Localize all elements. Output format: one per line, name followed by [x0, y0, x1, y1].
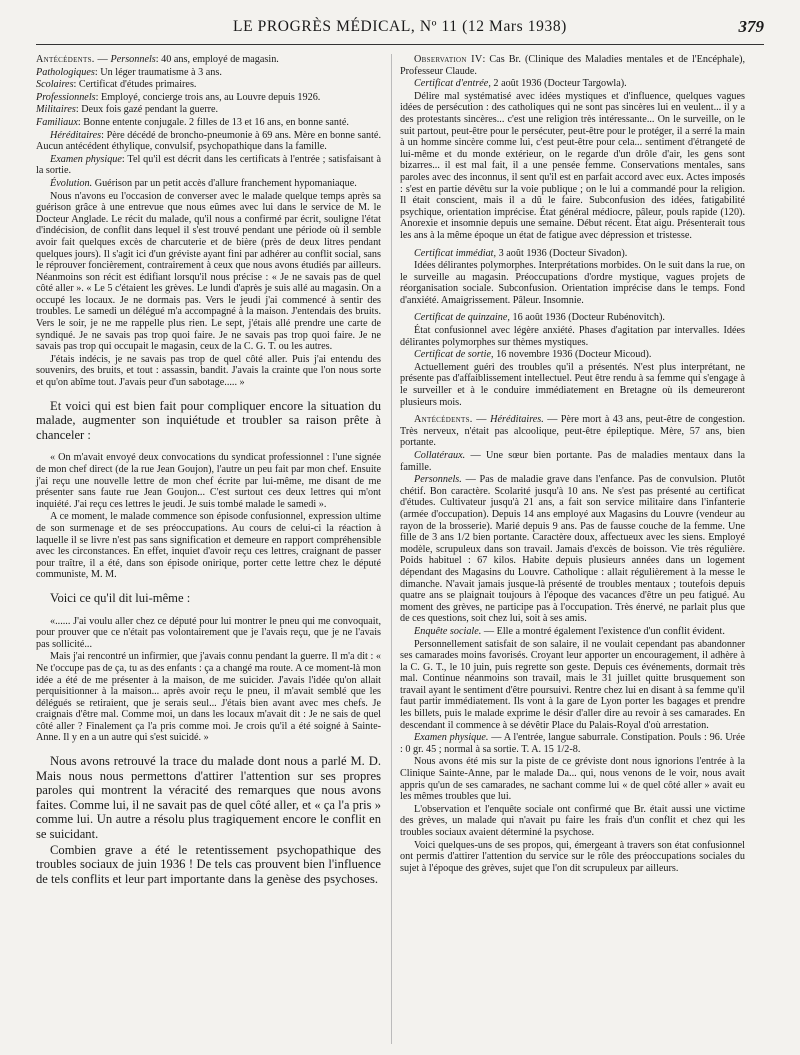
paragraph: L'observation et l'enquête sociale ont confirmé que Br. était aussi une victime des grèves, un malade qui n'avait pu faire les frais d'un conflit et chez qui les troubles sociaux avaient déterminé la psychose.	[400, 803, 745, 838]
antecedents-militaires	[36, 104, 381, 116]
paragraph: État confusionnel avec légère anxiété. Phases d'agitation par intervalles. Idées délirantes polymorphes sur thèmes mystiques.	[400, 325, 745, 348]
antecedents-hereditaires	[36, 130, 381, 153]
item-text: — A l'entrée, langue saburrale. Constipation. Pouls : 96. Urée : 0 gr. 45 ; normal à sa sortie. T. A. 15 1/2-8.	[400, 732, 745, 755]
running-title: LE PROGRÈS MÉDICAL, Nº 11 (12 Mars 1938)	[233, 18, 567, 35]
item-label: Héréditaires.	[490, 414, 544, 426]
antecedents-pathologiques	[36, 67, 381, 79]
paragraph: Voici ce qu'il dit lui-même :	[50, 590, 191, 605]
antecedents-professionnels	[36, 92, 381, 104]
item-text: : Employé, concierge trois ans, au Louvre depuis 1926.	[95, 91, 321, 103]
page-number: 379	[738, 17, 764, 36]
item-text: — Une sœur bien portante. Pas de maladies mentaux dans la famille.	[400, 450, 745, 473]
item-text: 16 août 1936 (Docteur Rubénovitch).	[512, 312, 665, 324]
item-label: Héréditaires	[50, 129, 102, 141]
quotation: « On m'avait envoyé deux convocations du syndicat professionnel : l'une signée de mon chef direct (de la rue Jean Goujon), l'autre un peu fait par mon chef. Ensuite j'ai reçu une nouvelle lettre de mon chef écrite par lui-même, me disant de me présenter sans faute rue Jean Goujon... C'est surtout ces deux lettres qui m'ont inquiété. J'ai reçu ces lettres le jeudi. Je suis tombé malade le samedi ».	[36, 452, 381, 510]
item-label: Scolaires	[36, 79, 74, 91]
paragraph: A ce moment, le malade commence son épisode confusionnel, expression ultime de son surmenage et de ses préoccupations. Au cours de celui-ci la réaction à laquelle il se livre n'est pas sans signification et demeure en rapport compréhensible avec les circonstances. En effet, inquiet d'avoir reçu ces lettres, craignant de passer pour traître, il a été, dans son épisode onirique, porter cette lettre chez le député communiste, M. M.	[36, 511, 381, 581]
section-label: Antécédents. —	[36, 54, 108, 65]
section-label: Observation IV	[414, 54, 483, 65]
item-label: Personnels	[110, 54, 156, 65]
paragraph: Nous n'avons eu l'occasion de converser avec le malade quelque temps après sa guérison grâce à une entrevue que nous eûmes avec lui dans le service de M. le Docteur Anglade. Le récit du malade, qu'il nous a confirmé par écrit, souligne l'état d'indécision, de conflit dans lequel il s'est trouvé pendant une période où il semble avoir fait quelques excès de charcuterie et de bière (près de deux litres pendant quelques jours). Il s'agit ici d'un gréviste ayant fini par adhérer au conflit social, sans le réprouver foncièrement, contrairement à ceux que nous avons étudiés par ailleurs. Néanmoins son récit est édifiant lorsqu'il nous précise : « Je ne savais pas de quel côté aller ». « Le 5 c'étaient les grèves. Le lundi d'après je suis allé au magasin. On a occupé les locaux. Je ne dormais pas. Vers le jeudi j'ai commencé à sentir des troubles. Le samedi un délégué m'a accompagné à la maison. J'entendais des bruits. Vers le soir, je ne me rappelle plus rien. Le sept, j'étais allé prendre une carte de syndiqué. Je ne savais pas trop quoi faire. Je ne savais pas trop quoi faire. Je ne savais pas trop qui occupait le magasin, ceux de la C. G. T. ou les autres.	[36, 190, 381, 353]
item-label: Examen physique.	[414, 732, 489, 744]
item-text: — Père mort à 43 ans, peut-être de congestion. Très nerveux, n'était pas alcoolique, peut-être épileptique. Mère, 57 ans, bien portante.	[400, 414, 746, 449]
item-text: : Un léger traumatisme à 3 ans.	[94, 66, 222, 78]
antecedents-collateraux	[400, 450, 745, 473]
certificat-immediat	[400, 248, 745, 260]
item-text: : 40 ans, employé de magasin.	[155, 54, 279, 65]
item-text: : Tel qu'il est décrit dans les certificats à l'entrée ; satisfaisant à la sortie.	[36, 153, 381, 177]
paragraph: Combien grave a été le retentissement psychopathique des troubles sociaux de juin 1936 ! De tels cas prouvent bien l'influence de tels conflits et leur part importante dans la genèse des psychoses.	[36, 842, 381, 886]
section-label: Antécédents. —	[414, 414, 487, 426]
examen-physique	[36, 154, 381, 177]
item-label: Personnels.	[414, 474, 462, 486]
evolution	[36, 178, 381, 190]
item-text: — Elle a montré également l'existence d'un conflit évident.	[483, 625, 725, 637]
item-label: Enquête sociale.	[414, 625, 482, 637]
paragraph: Et voici qui est bien fait pour compliquer encore la situation du malade, augmenter son inquiétude et troubler sa raison prête à chanceler :	[36, 398, 381, 442]
item-text: : Deux fois gazé pendant la guerre.	[75, 104, 219, 116]
paragraph: Nous avons retrouvé la trace du malade dont nous a parlé M. D. Mais nous nous permettons d'attirer l'attention sur ses propres paroles qui montrent la véracité des remarques que nous avons faites. Comme lui, il ne savait pas de quel côté aller, et « ça l'a pris » comme lui. Un autre a résolu plus tragiquement encore le conflit en se suicidant.	[36, 754, 381, 842]
item-label: Professionnels	[36, 91, 96, 103]
item-label: Pathologiques	[36, 66, 95, 78]
antecedents-familiaux	[36, 117, 381, 129]
item-label: Certificat de sortie,	[414, 349, 494, 361]
enquete-sociale	[400, 626, 745, 638]
paragraph: Idées délirantes polymorphes. Interprétations morbides. On le suit dans la rue, on le surveille au magasin. Préoccupations d'ordre mystique, vagues projets de réorganisation sociale. Subconfusion. Orientation imprécise dans le temps. Fond d'anxiété. Amaigrissement. Pâleur. Insomnie.	[400, 260, 746, 306]
item-text: — Pas de maladie grave dans l'enfance. Pas de convulsion. Plutôt chétif. Bon caractère. Scolarité jusqu'à 10 ans. Ne s'est pas présenté au certificat d'études. Cultivateur jusqu'à 21 ans, a fait son service militaire dans l'infanterie (armée d'occupation). Depuis 14 ans employé aux Magasins du Louvre (vendeur au rayon de la brosserie). Marié depuis 9 ans. Pas de fausse couche de la femme. Une fille de 3 ans 1/2 bien portante. Caractère doux, affectueux avec les siens. Employé modèle, scrupuleux dans son travail. Jamais d'excès de boisson. Vie très régulière. Poids habituel : 67 kilos. Habite depuis plusieurs années dans un logement dépendant des Magasins du Louvre. Catholique : allait régulièrement à la messe le dimanche. N'avait jamais jusque-là présenté de troubles mentaux ; toutefois depuis quatre ans se plaignait toujours à l'époque des vacances d'être un peu fatigué. Au moment des grèves, ne participe pas à l'occupation. Très énervé, ne parlait plus que de ces questions, soit chez lui, soit à ses amis.	[400, 474, 745, 625]
item-label: Certificat de quinzaine,	[414, 312, 510, 324]
item-text: : Père décédé de broncho-pneumonie à 69 ans. Mère en bonne santé. Aucun antécédent éthylique, convulsif, psychopathique dans la famille.	[36, 129, 381, 153]
paragraph: Actuellement guéri des troubles qu'il a présentés. N'est plus interprétant, ne présente pas d'affaiblissement intellectuel. Peut être rendu à sa femme qui s'engage à le surveiller et à le conduire immédiatement en Bretagne où ils demeureront plusieurs mois.	[400, 361, 745, 408]
certificat-sortie	[400, 349, 745, 361]
paragraph: J'étais indécis, je ne savais pas trop de quel côté aller. Puis j'ai entendu des souvenirs, des bruits, et tout : assassin, bandit. J'avais la crainte que l'on nous sorte et qu'on abîme tout. J'avais peur d'un sabotage..... »	[36, 353, 381, 389]
left-column	[36, 54, 381, 887]
item-text: 2 août 1936 (Docteur Targowla).	[493, 78, 627, 90]
item-label: Examen physique	[50, 153, 122, 165]
column-divider	[391, 54, 392, 1044]
item-text: : Bonne entente conjugale. 2 filles de 13 et 16 ans, en bonne santé.	[77, 116, 349, 128]
quotation: Mais j'ai rencontré un infirmier, que j'avais connu pendant la guerre. Il m'a dit : « Ne t'occupe pas de ça, tu as des enfants : ça a changé ma route. A ce moment-là mon idée a été de me présenter à la maison, de me suicider. J'avais l'idée qu'on allait perquisitionner à la maison... après avoir reçu le pneu, il m'avait semblé que les délégués se retiraient, que je serais seul... J'étais bien avant avec mes chefs. Je craignais d'être mal. Comme moi, un dans les locaux m'avait dit : Je ne sais de quel côté aller ? Finalement ça l'a pris comme moi. Je crois qu'il a été soigné à Sainte-Anne. Il y en a un autre qui s'est suicidé. »	[36, 651, 381, 744]
right-column	[400, 54, 745, 875]
paragraph: Nous avons été mis sur la piste de ce gréviste dont nous ignorions l'entrée à la Clinique Sainte-Anne, par le malade Da... qui, nous venons de le voir, nous avait appris qu'un de ses camarades, ne sachant comme lui « de quel côté aller » avait eu les mêmes troubles que lui.	[400, 756, 745, 803]
page-header	[36, 18, 764, 40]
certificat-quinzaine	[400, 312, 745, 324]
paragraph: Délire mal systématisé avec idées mystiques et d'influence, quelques vagues idées de persécution : des catholiques qui ne sont pas sincères lui en veulent... il y a des protestants sincères... c'est une religion très intéressante... On le surveille, on le suit partout, peut-être pour le persécuter, peut-être pour le protéger, il a serré la main à un homme sincère comme lui, c'est peut-être pour cela... sentiment d'étrangeté de lui-même et du monde extérieur, on le regarde d'un drôle d'air, les gens sont bizarres... il est mal fait, il a une pensée femme. Conservations mentales, sans paroles avec des inconnus, il sent qu'il est en parfait accord avec eux. Actes imposés : s'est en partie dévêtu sur la voie publique ; on le lui a commandé pour la religion. Il était conscient, mais il a dû le faire. Subconfusion des idées, fatigabilité psychique, orientation imprécise. État général médiocre, pâleur, pouls rapide (120). Anorexie et insomnie depuis une semaine. Début récent. État aigu. Présenterait tous les ans à la même époque un état de fatigue avec dépression et tristesse.	[400, 90, 745, 241]
item-label: Familiaux	[36, 116, 78, 128]
header-rule	[36, 44, 764, 45]
item-text: Guérison par un petit accès d'allure franchement hypomaniaque.	[94, 177, 357, 189]
quotation: «...... J'ai voulu aller chez ce député pour lui montrer le pneu qui me convoquait, pour prouver que ce n'était pas volontairement que je l'avais reçu, que je ne l'avais pas sollicité...	[36, 615, 381, 650]
item-text: 3 août 1936 (Docteur Sivadon).	[498, 247, 628, 259]
item-text: 16 novembre 1936 (Docteur Micoud).	[496, 349, 652, 361]
examen-physique	[400, 732, 745, 755]
item-text: : Cas Br. (Clinique des Maladies mentales et de l'Encéphale), Professeur Claude.	[400, 54, 746, 77]
antecedents-hereditaires	[400, 414, 745, 449]
item-label: Certificat immédiat,	[414, 247, 497, 259]
paragraph: Personnellement satisfait de son salaire, il ne voulait cependant pas abandonner ses camarades moins favorisés. Croyant leur apporter un encouragement, il adhère à la C. G. T., le 10 juin, puis regrette son geste. Depuis ces événements, dormait très mal. Continue néanmoins son travail, mais le 31 juillet quitte brusquement son travail ayant le sentiment d'être poursuivi. Rentre chez lui en disant à sa femme qu'il faut partir immédiatement. Ils vont à la gare de Lyon porter les bagages et prendre les billets, puis le malade exprime le désir d'aller dire au revoir à ses camarades. En descendant il commence à se dévêtir Place du Palais-Royal d'où arrestation.	[400, 638, 745, 731]
certificat-entree	[400, 78, 745, 90]
observation-heading	[400, 54, 745, 77]
item-label: Collatéraux.	[414, 450, 466, 461]
antecedents-scolaires	[36, 79, 381, 91]
paragraph: Voici quelques-uns de ses propos, qui, émergeant à travers son état confusionnel ont permis d'attirer l'attention du service sur le rôle des préoccupations sociales du sujet à l'époque des grèves, sujet que l'on dit scrupuleux par ailleurs.	[400, 839, 745, 874]
antecedents-personnels	[36, 54, 381, 66]
item-label: Certificat d'entrée,	[414, 78, 491, 90]
item-label: Militaires	[36, 104, 76, 116]
antecedents-personnels	[400, 474, 745, 625]
item-text: : Certificat d'études primaires.	[73, 79, 197, 91]
item-label: Évolution.	[50, 177, 93, 189]
